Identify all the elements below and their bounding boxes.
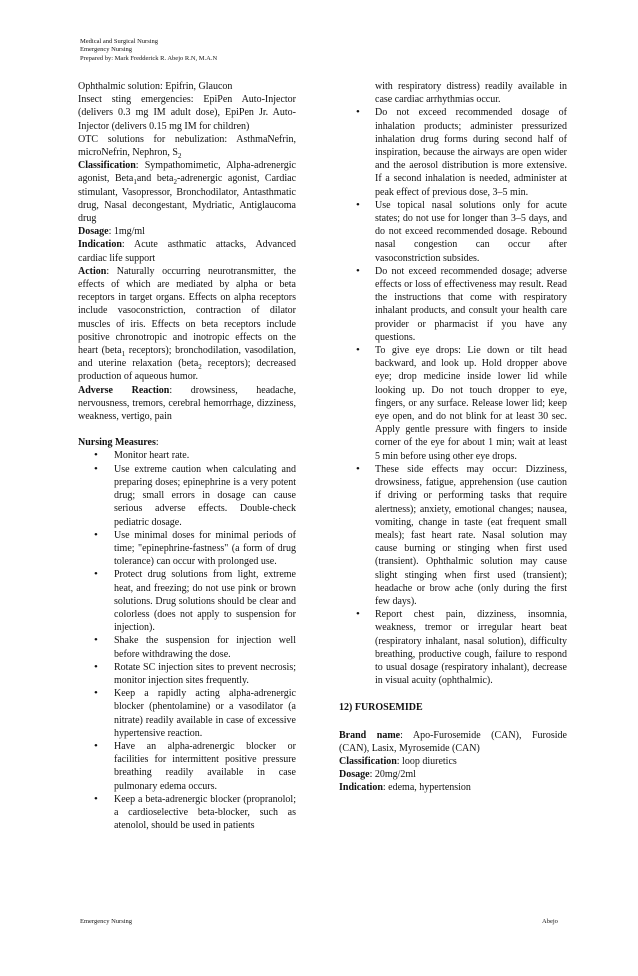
indication-text: : edema, hypertension [382,782,471,794]
section-title: 12) FUROSEMIDE [339,702,423,714]
list-item: • Monitor heart rate. [78,449,296,462]
footer-title: Emergency Nursing [80,918,133,925]
list-item: • Use extreme caution when calculating and preparing doses; epinephrine is a very potent drug; small errors in dosage can cause serious adverse effects. Double-check pediatric dosage. [78,463,296,529]
list-item: • To give eye drops: Lie down or tilt head backward, and look up. Hold dropper above eye; drop medicine inside lower lid while looking up. Do not touch dropper to eye, fingers, or any surface. Release lower lid; keep eye open, and do not blink for at least 30 sec. Apply gentle pressure with fingers to inside corner of the eye for about 1 min; wait at least 5 min before using other eye drops. [339,344,567,463]
action-text-a: : Naturally occurring neurotransmitter, the effects of which are mediated by alpha or beta receptors in target organs. Effects on alpha receptors include vasoconstriction, contraction of dilator muscles of iris. Effects on beta receptors include positive chronotropic and inotropic effects on the heart (beta [78,265,296,357]
brand-name-paragraph [339,729,567,755]
otc-subscript: 2 [177,152,182,161]
classification-sub1: 1 [133,178,137,187]
action-sub2: 2 [198,363,202,372]
adverse-reaction-label: Adverse Reaction [78,384,170,396]
list-item: • Keep a rapidly acting alpha-adrenergic blocker (phentolamine) or a vasodilator (a nitrate) readily available in case of excessive hypertensive reaction. [78,687,296,740]
nursing-measures-list-continued [339,106,567,687]
indication-paragraph [78,238,296,264]
ophthalmic-solution-line: Ophthalmic solution: Epifrin, Glaucon [78,81,233,92]
footer-author: Abejo [542,918,558,925]
left-column [78,80,296,832]
nursing-measures-label: Nursing Measures [78,437,156,449]
adverse-reaction-text: : drowsiness, headache, nervousness, tremors, cerebral hemorrhage, dizziness, weakness, vertigo, pain [78,384,296,423]
insect-sting-paragraph: Insect sting emergencies: EpiPen Auto-Injector (delivers 0.3 mg IM adult dose), EpiPen Jr. Auto-Injector (delivers 0.15 mg IM for children) [78,94,296,132]
list-item: • Do not exceed recommended dosage of inhalation products; administer pressurized inhalation drug forms during second half of inspiration, because the airways are open wider and the aerosol distribution is more extensive. If a second inhalation is needed, administer at peak effect of previous dose, 3–5 min. [339,106,567,198]
continuation-text: with respiratory distress) readily available in case cardiac arrhythmias occur. [375,81,567,106]
otc-paragraph [78,133,296,159]
action-text-b: receptors); bronchodilation, vasodilation, and uterine relaxation (beta [78,345,296,370]
list-item: • Keep a beta-adrenergic blocker (propranolol; a cardioselective beta-blocker, such as atenolol, should be used in patients [78,793,296,833]
classification-label: Classification [78,160,136,172]
indication-label: Indication [78,239,122,251]
indication-text: : Acute asthmatic attacks, Advanced cardiac life support [78,239,296,264]
classification-paragraph [339,755,567,768]
dosage-label: Dosage [339,769,370,781]
list-item: • Report chest pain, dizziness, insomnia, weakness, tremor or irregular heart beat (respiratory inhalant, nasal solution), difficulty breathing, productive cough, failure to respond to usual dosage (respiratory inhalant), decrease in visual acuity (ophthalmic). [339,608,567,687]
list-item: • Protect drug solutions from light, extreme heat, and freezing; do not use pink or brown solutions. Drug solutions should be clear and colorless (does not apply to suspension for injection). [78,568,296,634]
list-item: • Have an alpha-adrenergic blocker or facilities for intermittent positive pressure breathing readily available in case pulmonary edema occurs. [78,740,296,793]
nursing-measures-colon: : [155,437,159,449]
right-column [339,80,567,795]
dosage-paragraph [339,768,567,781]
header-author: Prepared by: Mark Fredderick R. Abejo R.N, M.A.N [80,54,218,62]
nursing-measures-heading [78,436,296,449]
indication-paragraph [339,781,567,794]
indication-label: Indication [339,782,383,794]
action-paragraph [78,265,296,384]
classification-text-a: : Sympathomimetic, Alpha-adrenergic agonist, Beta [78,160,296,185]
brand-name-text: : Apo-Furosemide (CAN), Furoside (CAN), Lasix, Myrosemide (CAN) [339,729,567,754]
adverse-reaction-paragraph [78,384,296,424]
header-subject: Emergency Nursing [80,46,133,54]
action-sub1: 1 [121,350,126,359]
dosage-label: Dosage [78,226,109,238]
classification-sub2: 2 [173,178,177,187]
list-item: • Do not exceed recommended dosage; adverse effects or loss of effectiveness may result. Read the instructions that come with respiratory inhalant products, and consult your health care provider or pharmacist if you have any questions. [339,265,567,344]
classification-text-b: and beta [136,173,174,185]
classification-text-c: -adrenergic agonist, Cardiac stimulant, Vasopressor, Bronchodilator, Antasthmatic drug, Nasal decongestant, Mydriatic, Antiglaucoma drug [78,173,297,225]
list-item: • Shake the suspension for injection well before withdrawing the dose. [78,634,296,660]
list-item: • Use minimal doses for minimal periods of time; "epinephrine-fastness" (a form of drug tolerance) can occur with prolonged use. [78,529,296,569]
list-item: • Rotate SC injection sites to prevent necrosis; monitor injection sites frequently. [78,661,296,687]
list-item: • These side effects may occur: Dizziness, drowsiness, fatigue, apprehension (use caution if driving or performing tasks that require alertness); anxiety, emotional changes; nausea, vomiting, change in taste (eat frequent small meals); fast heart rate. Nasal solution may cause burning or stinging when first used (transient). Ophthalmic solution may cause slight stinging when first used (transient); headache or brow ache (only during the first few days). [339,463,567,608]
brand-name-label: Brand name [339,729,401,741]
page-header [80,38,217,63]
otc-text: OTC solutions for nebulization: AsthmaNefrin, microNefrin, Nephron, S [78,133,296,159]
action-label: Action [78,265,107,277]
action-text-c: receptors); decreased production of aqueous humor. [78,358,296,383]
classification-text: : loop diuretics [396,755,457,767]
classification-paragraph [78,159,296,225]
list-item: • Use topical nasal solutions only for acute states; do not use for longer than 3–5 days, and do not exceed recommended dosage. Rebound nasal congestion can occur after vasoconstriction subsides. [339,199,567,265]
dosage-text: : 20mg/2ml [369,769,416,781]
nursing-measures-list [78,449,296,832]
header-course: Medical and Surgical Nursing [80,38,159,45]
classification-label: Classification [339,755,397,767]
dosage-text: : 1mg/ml [108,226,145,238]
dosage-paragraph [78,225,296,238]
